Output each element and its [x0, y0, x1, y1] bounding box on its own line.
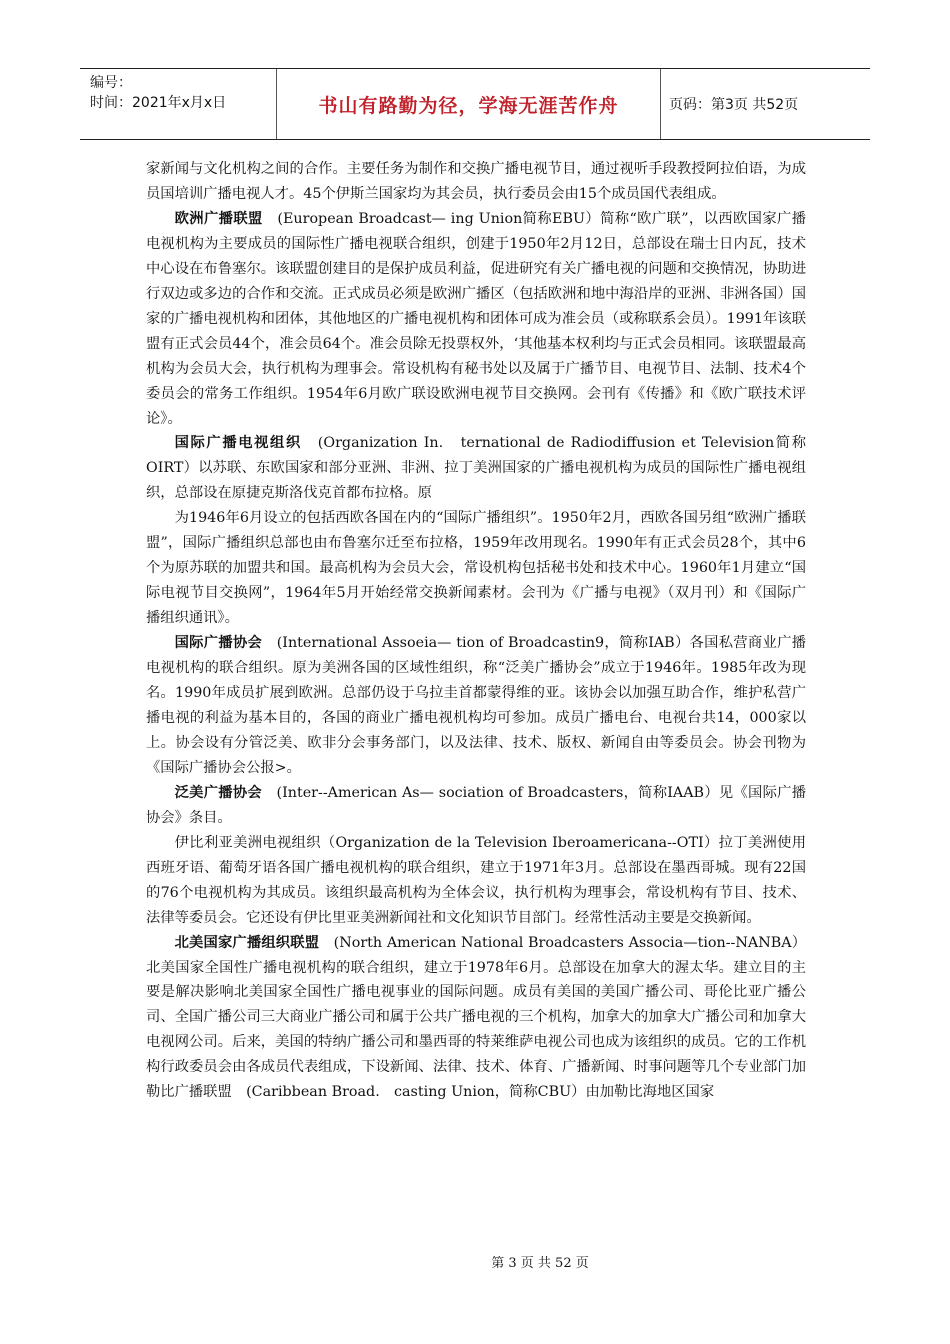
paragraph	[146, 781, 806, 831]
paragraph-term: 欧洲广播联盟	[174, 210, 263, 227]
paragraph	[146, 831, 806, 931]
paragraph-text: (European Broadcast— ing Union简称EBU）简称“欧广联”，以西欧国家广播电视机构为主要成员的国际性广播电视联合组织，创建于1950年2月12日，总部设在瑞士日内瓦，技术中心设在布鲁塞尔。该联盟创建目的是保护成员利益，促进研究有关广播电视的问题和交换情况，协助进行双边或多边的合作和交流。正式成员必须是欧洲广播区（包括欧洲和地中海沿岸的亚洲、非洲各国）国家的广播电视机构和团体，其他地区的广播电视机构和团体可成为准会员（或称联系会员）。1991年该联盟有正式会员44个，准会员64个。准会员除无投票权外，‘其他基本权利均与正式会员相同。该联盟最高机构为会员大会，执行机构为理事会。常设机构有秘书处以及属于广播节目、电视节目、法制、技术4个委员会的常务工作组织。1954年6月欧广联设欧洲电视节目交换网。会刊有《传播》和《欧广联技术评论》。	[146, 210, 806, 427]
paragraph-text: 家新闻与文化机构之间的合作。主要任务为制作和交换广播电视节目，通过视听手段教授阿拉伯语，为成员国培训广播电视人才。45个伊斯兰国家均为其会员，执行委员会由15个成员国代表组成。	[146, 161, 806, 202]
document-body	[146, 157, 806, 1105]
paragraph	[146, 506, 806, 631]
page-header	[80, 68, 870, 140]
paragraph-text: (Organization In. ternational de Radiodiffusion et Television简称OIRT）以苏联、东欧国家和部分亚洲、非洲、拉丁美洲国家的广播电视机构为成员的国际性广播电视组织，总部设在原捷克斯洛伐克首都布拉格。原	[146, 435, 807, 502]
paragraph	[146, 431, 806, 506]
paragraph-text: 伊比利亚美洲电视组织（Organization de la Television Iberoamericana--OTI）拉丁美洲使用西班牙语、葡萄牙语各国广播电视机构的联合组织，建立于1971年3月。总部设在墨西哥城。现有22国的76个电视机构为其成员。该组织最高机构为全体会议，执行机构为理事会，常设机构有节目、技术、法律等委员会。它还设有伊比里亚美洲新闻社和文化知识节目部门。经常性活动主要是交换新闻。	[146, 834, 806, 926]
document-date-label: 时间：2021年x月x日	[90, 95, 227, 111]
paragraph-text: (North American National Broadcasters Associa—tion--NANBA）北美国家全国性广播电视机构的联合组织，建立于1978年6月。总部设在加拿大的渥太华。建立目的主要是解决影响北美国家全国性广播电视事业的国际问题。成员有美国的美国广播公司、哥伦比亚广播公司、全国广播公司三大商业广播公司和属于公共广播电视的三个机构，加拿大的加拿大广播公司和加拿大电视网公司。后来，美国的特纳广播公司和墨西哥的特莱维萨电视公司也成为该组织的成员。它的工作机构行政委员会由各成员代表组成，下设新闻、法律、技术、体育、广播新闻、时事问题等几个专业部门加勒比广播联盟 (Caribbean Broad. casting Union，简称CBU）由加勒比海地区国家	[146, 934, 807, 1101]
paragraph	[146, 157, 806, 207]
paragraph	[146, 207, 806, 432]
paragraph-term: 国际广播电视组织	[174, 435, 302, 452]
paragraph-text: 为1946年6月设立的包括西欧各国在内的“国际广播组织”。1950年2月，西欧各国另组“欧洲广播联盟”，国际广播组织总部也由布鲁塞尔迁至布拉格，1959年改用现名。1990年有正式会员28个，其中6个为原苏联的加盟共和国。最高机构为会员大会，常设机构包括秘书处和技术中心。1960年1月建立“国际电视节目交换网”，1964年5月开始经常交换新闻素材。会刊为《广播与电视》（双月刊）和《国际广播组织通讯》。	[146, 510, 806, 627]
paragraph-term: 北美国家广播组织联盟	[174, 934, 320, 951]
paragraph	[146, 931, 806, 1106]
paragraph	[146, 631, 806, 781]
header-page-info: 页码：第3页 共52页	[669, 97, 799, 113]
footer-page-number: 第 3 页 共 52 页	[491, 1256, 589, 1271]
header-motto: 书山有路勤为径，学海无涯苦作舟	[277, 69, 661, 139]
page-footer	[0, 1252, 950, 1271]
header-meta	[80, 69, 277, 139]
document-number-label: 编号：	[90, 75, 132, 91]
paragraph-term: 泛美广播协会	[174, 784, 262, 801]
paragraph-term: 国际广播协会	[174, 635, 263, 652]
paragraph-text: (International Assoeia— tion of Broadcastin9，简称IAB）各国私营商业广播电视机构的联合组织。原为美洲各国的区域性组织，称“泛美广播协会”成立于1946年。1985年改为现名。1990年成员扩展到欧洲。总部仍设于乌拉圭首都蒙得维的亚。该协会以加强互助合作，维护私营广播电视的利益为基本目的，各国的商业广播电视机构均可参加。成员广播电台、电视台共14，000家以上。协会设有分管泛美、欧非分会事务部门，以及法律、技术、版权、新闻自由等委员会。协会刊物为《国际广播协会公报>。	[146, 635, 806, 776]
paragraph-text: (Inter--American As— sociation of Broadcasters，简称IAAB）见《国际广播协会》条目。	[146, 784, 806, 826]
